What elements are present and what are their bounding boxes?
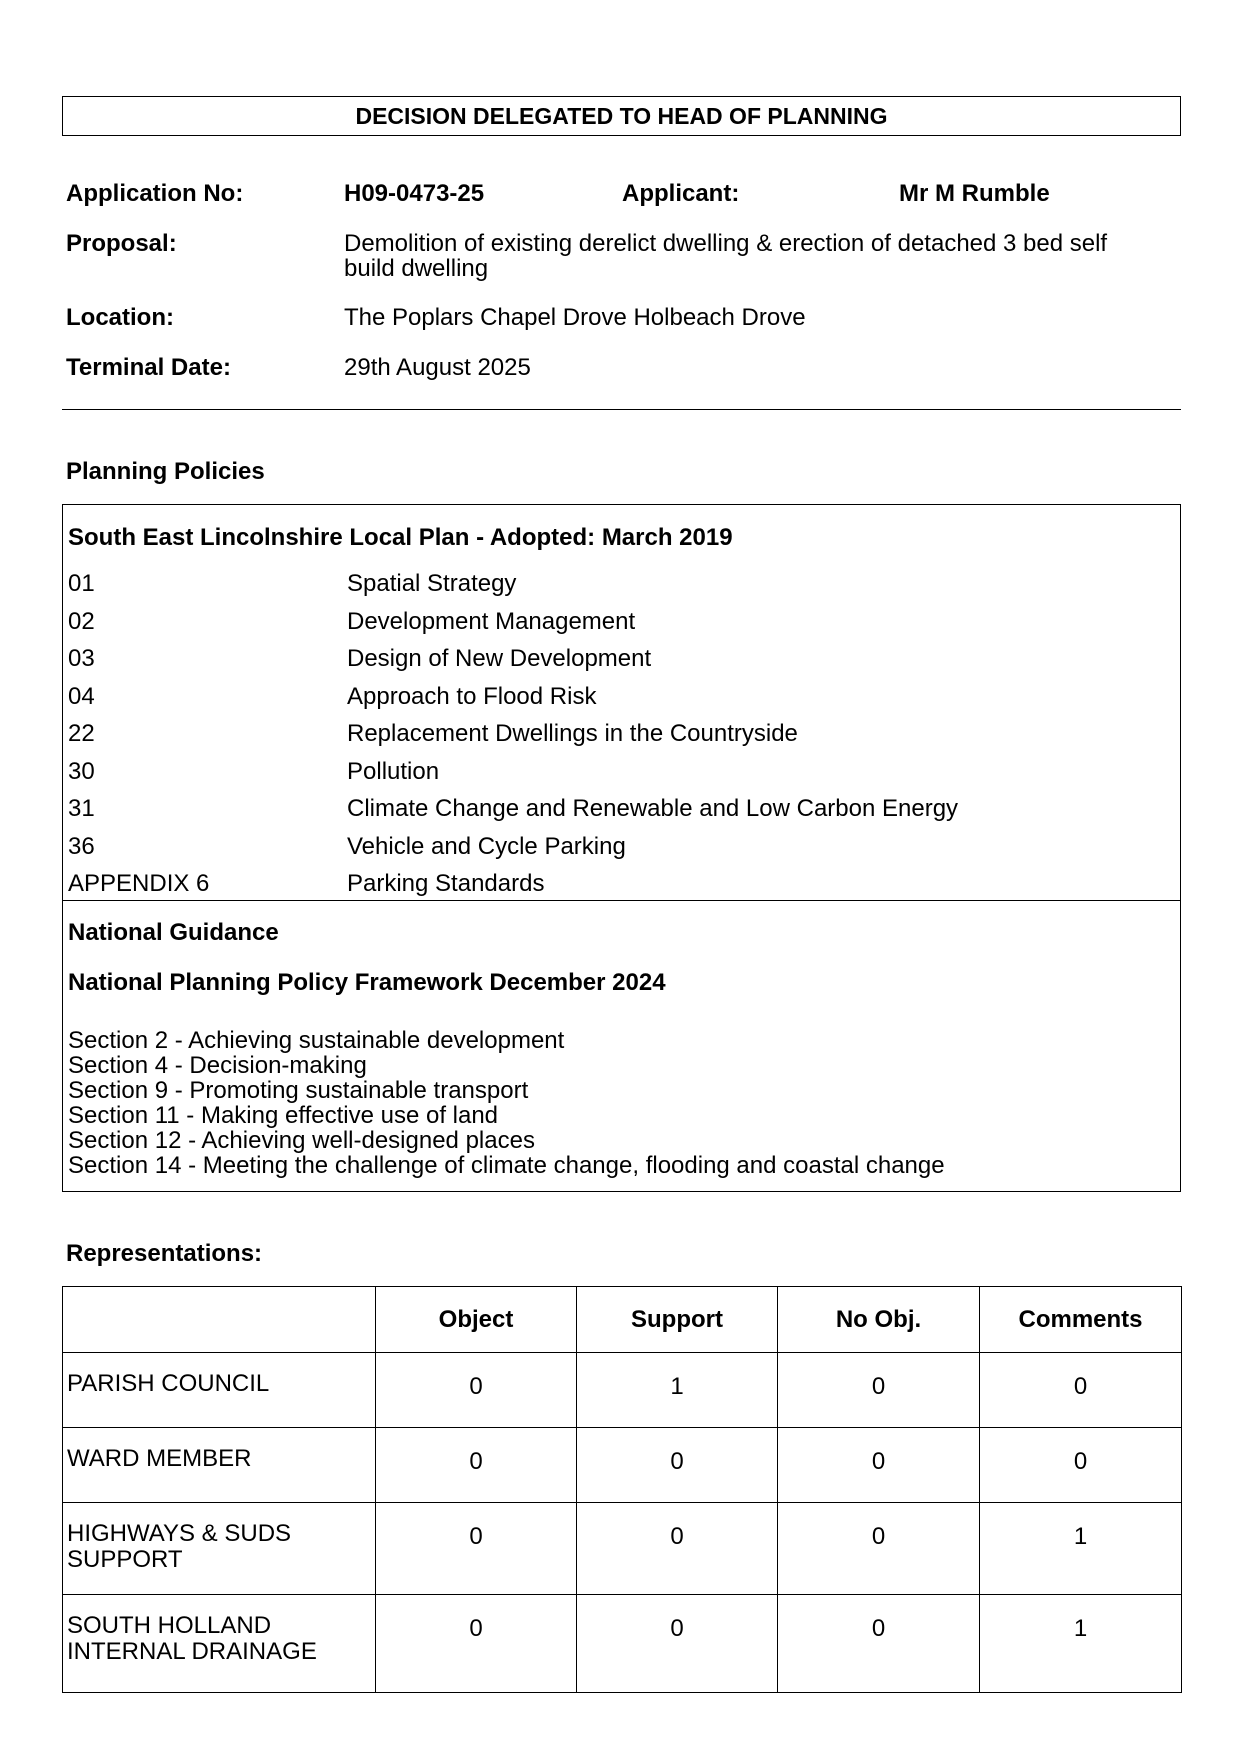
document-title: DECISION DELEGATED TO HEAD OF PLANNING [355, 102, 888, 129]
table-cell: 1 [577, 1353, 778, 1428]
policy-code: 36 [68, 833, 95, 860]
nppf-section-item: Section 9 - Promoting sustainable transport [68, 1077, 529, 1104]
table-cell: 0 [980, 1353, 1182, 1428]
policy-name: Design of New Development [347, 645, 652, 672]
table-cell: 0 [778, 1353, 980, 1428]
policy-code: 02 [68, 608, 95, 635]
national-guidance-heading: National Guidance [68, 919, 279, 946]
application-no-label: Application No: [66, 180, 244, 207]
table-header-cell [63, 1287, 376, 1353]
consultee-name [63, 1353, 376, 1428]
terminal-date-label: Terminal Date: [66, 354, 231, 381]
table-cell: 0 [376, 1428, 577, 1503]
applicant-value: Mr M Rumble [899, 180, 1050, 207]
consultee-name [63, 1503, 376, 1595]
table-row [63, 1353, 1182, 1428]
terminal-date-value: 29th August 2025 [344, 354, 531, 381]
table-header-cell: Comments [980, 1287, 1182, 1353]
nppf-section-item: Section 14 - Meeting the challenge of climate change, flooding and coastal change [68, 1152, 945, 1179]
table-cell: 0 [577, 1428, 778, 1503]
consultee-name [63, 1428, 376, 1503]
applicant-label: Applicant: [622, 180, 740, 207]
planning-policies-heading: Planning Policies [66, 458, 265, 485]
table-header-row [63, 1287, 1182, 1353]
policy-code: 04 [68, 683, 95, 710]
table-cell: 0 [778, 1428, 980, 1503]
nppf-heading: National Planning Policy Framework December 2024 [68, 969, 666, 996]
consultee-name [63, 1595, 376, 1693]
table-cell: 0 [980, 1428, 1182, 1503]
proposal-line-2: build dwelling [344, 255, 489, 282]
application-no-value: H09-0473-25 [344, 180, 485, 207]
table-header-cell: No Obj. [778, 1287, 980, 1353]
policy-name: Parking Standards [347, 870, 545, 897]
proposal-line-1: Demolition of existing derelict dwelling & erection of detached 3 bed self [344, 230, 1108, 257]
policy-name: Vehicle and Cycle Parking [347, 833, 626, 860]
policy-name: Approach to Flood Risk [347, 683, 597, 710]
table-header-cell: Support [577, 1287, 778, 1353]
policy-code: 03 [68, 645, 95, 672]
divider-line [62, 409, 1181, 410]
table-cell: 0 [778, 1503, 980, 1595]
table-cell: 0 [376, 1595, 577, 1693]
consultee-name-line: PARISH COUNCIL [67, 1370, 270, 1397]
table-cell: 0 [778, 1595, 980, 1693]
nppf-section-item: Section 4 - Decision-making [68, 1052, 367, 1079]
policy-code: 30 [68, 758, 95, 785]
nppf-section-item: Section 12 - Achieving well-designed places [68, 1127, 535, 1154]
table-row [63, 1595, 1182, 1693]
consultee-name-line: INTERNAL DRAINAGE [67, 1638, 317, 1665]
policy-name: Pollution [347, 758, 440, 785]
table-cell: 0 [577, 1503, 778, 1595]
table-row [63, 1428, 1182, 1503]
local-plan-title: South East Lincolnshire Local Plan - Adopted: March 2019 [68, 524, 733, 551]
nppf-sections-list [68, 1028, 945, 1178]
consultee-name-line: HIGHWAYS & SUDS [67, 1520, 292, 1547]
representations-table [62, 1286, 1182, 1693]
location-label: Location: [66, 304, 174, 331]
policy-code: 31 [68, 795, 95, 822]
table-header-cell: Object [376, 1287, 577, 1353]
policy-code: 22 [68, 720, 95, 747]
table-cell: 0 [577, 1595, 778, 1693]
policy-box-divider [63, 900, 1180, 901]
table-cell: 0 [376, 1353, 577, 1428]
policy-name: Spatial Strategy [347, 570, 517, 597]
policy-name: Climate Change and Renewable and Low Carbon Energy [347, 795, 959, 822]
consultee-name-line: SOUTH HOLLAND [67, 1612, 272, 1639]
table-cell: 0 [376, 1503, 577, 1595]
policy-name: Development Management [347, 608, 636, 635]
table-cell: 1 [980, 1595, 1182, 1693]
document-title-box [62, 96, 1181, 136]
proposal-label: Proposal: [66, 230, 177, 257]
policy-name: Replacement Dwellings in the Countryside [347, 720, 798, 747]
representations-heading: Representations: [66, 1240, 263, 1267]
table-row [63, 1503, 1182, 1595]
policy-code: 01 [68, 570, 95, 597]
policy-box [62, 504, 1181, 1192]
nppf-section-item: Section 11 - Making effective use of land [68, 1102, 499, 1129]
location-value: The Poplars Chapel Drove Holbeach Drove [344, 304, 806, 331]
policy-code: APPENDIX 6 [68, 870, 210, 897]
consultee-name-line: SUPPORT [67, 1546, 183, 1573]
nppf-section-item: Section 2 - Achieving sustainable development [68, 1027, 565, 1054]
table-cell: 1 [980, 1503, 1182, 1595]
consultee-name-line: WARD MEMBER [67, 1445, 252, 1472]
